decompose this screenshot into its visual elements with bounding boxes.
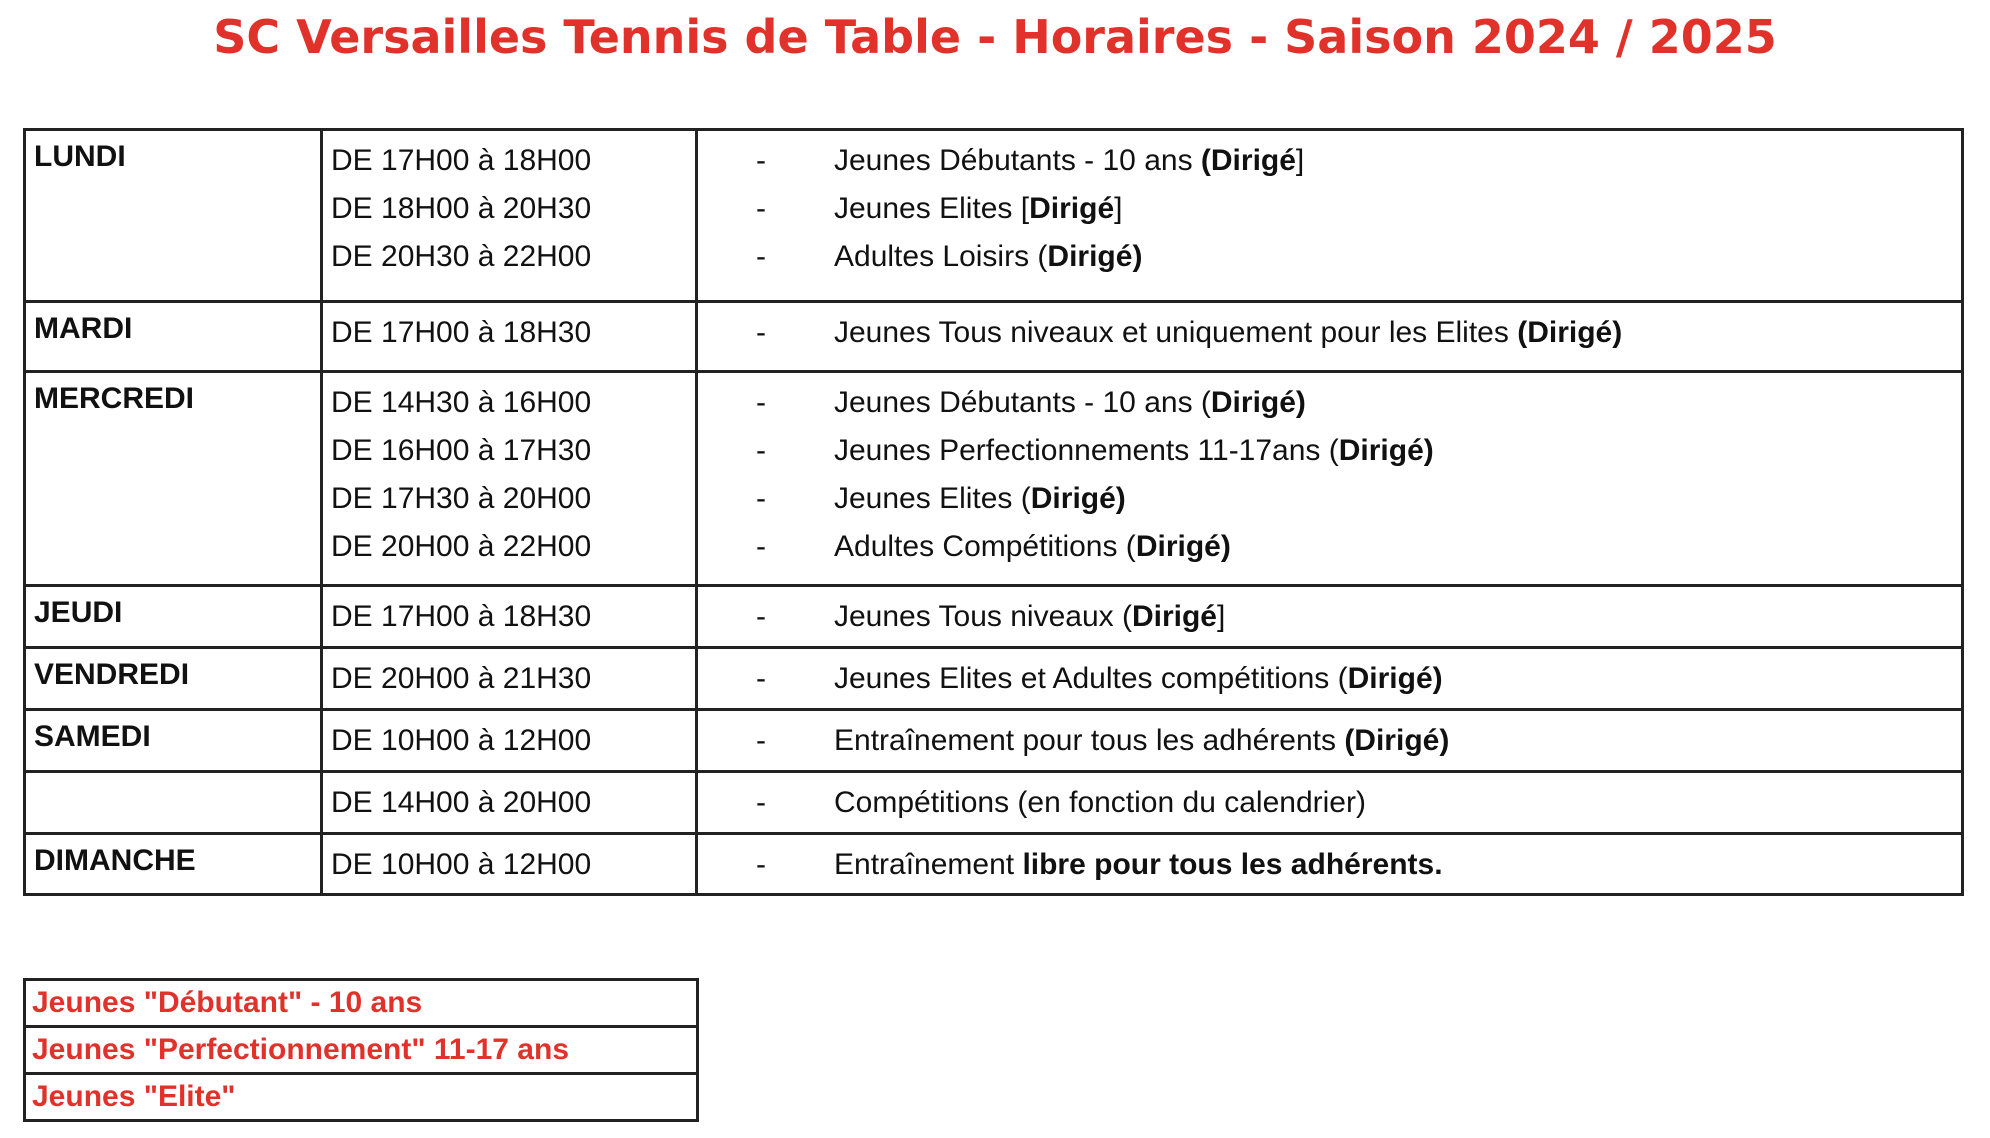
schedule-row	[25, 302, 1963, 372]
bullet-dash: -	[756, 144, 766, 177]
day-cell	[25, 772, 322, 834]
activity-bold: (Dirigé	[1200, 144, 1296, 177]
activity-bold: Dirigé)	[1347, 662, 1443, 695]
activity-text: Jeunes Elites (	[834, 482, 1031, 515]
activity-text: Jeunes Perfectionnements 11-17ans (	[834, 434, 1339, 467]
activity-cell	[697, 772, 1963, 834]
time-cell	[322, 586, 697, 648]
bullet-dash: -	[756, 240, 766, 273]
day-cell: SAMEDI	[25, 710, 322, 772]
activity-line	[706, 475, 1953, 523]
schedule-table	[23, 128, 1964, 896]
time-slot: DE 14H30 à 16H00	[331, 386, 592, 419]
activity-text: Jeunes Débutants - 10 ans	[834, 144, 1201, 177]
activity-line	[706, 593, 1953, 641]
time-cell	[322, 772, 697, 834]
schedule-row	[25, 372, 1963, 586]
activity-line	[706, 427, 1953, 475]
day-cell: JEUDI	[25, 586, 322, 648]
bullet-dash: -	[756, 434, 766, 467]
time-cell	[322, 130, 697, 302]
activity-line	[706, 309, 1953, 357]
bullet-dash: -	[756, 600, 766, 633]
bullet-dash: -	[756, 724, 766, 757]
legend-table	[23, 978, 699, 1122]
activity-bold: (Dirigé)	[1517, 316, 1623, 349]
activity-bold: Dirigé	[1029, 192, 1115, 225]
activity-line	[706, 379, 1953, 427]
activity-cell	[697, 302, 1963, 372]
activity-bold: Dirigé)	[1047, 240, 1143, 273]
day-cell: VENDREDI	[25, 648, 322, 710]
activity-line	[706, 523, 1953, 571]
activity-suffix: ]	[1217, 600, 1226, 633]
activity-cell	[697, 648, 1963, 710]
activity-cell	[697, 372, 1963, 586]
bullet-dash: -	[756, 786, 766, 819]
activity-text: Jeunes Elites et Adultes compétitions (	[834, 662, 1348, 695]
schedule-row	[25, 772, 1963, 834]
day-cell: MERCREDI	[25, 372, 322, 586]
time-slot: DE 10H00 à 12H00	[331, 848, 592, 881]
bullet-dash: -	[756, 530, 766, 563]
activity-bold: Dirigé	[1131, 600, 1217, 633]
bullet-dash: -	[756, 192, 766, 225]
bullet-dash: -	[756, 316, 766, 349]
time-slot: DE 20H00 à 21H30	[331, 662, 592, 695]
activity-text: Jeunes Tous niveaux (	[834, 600, 1132, 633]
activity-text: Adultes Loisirs (	[834, 240, 1048, 273]
activity-line	[706, 233, 1953, 281]
activity-cell	[697, 710, 1963, 772]
activity-text: Jeunes Tous niveaux et uniquement pour les Elites	[834, 316, 1518, 349]
activity-text: Entraînement pour tous les adhérents	[834, 724, 1345, 757]
activity-bold: Dirigé)	[1210, 386, 1306, 419]
time-cell	[322, 302, 697, 372]
activity-line	[706, 717, 1953, 765]
day-cell: MARDI	[25, 302, 322, 372]
activity-text: Jeunes Elites [	[834, 192, 1030, 225]
activity-cell	[697, 586, 1963, 648]
activity-cell	[697, 834, 1963, 895]
time-slot: DE 17H00 à 18H30	[331, 600, 592, 633]
time-slot: DE 17H00 à 18H30	[331, 316, 592, 349]
activity-suffix: ]	[1295, 144, 1305, 177]
time-slot: DE 18H00 à 20H30	[331, 192, 592, 225]
legend-item: Jeunes "Perfectionnement" 11-17 ans	[25, 1027, 698, 1074]
activity-line	[706, 779, 1953, 827]
activity-text: Adultes Compétitions (	[834, 530, 1136, 563]
bullet-dash: -	[756, 482, 766, 515]
activity-bold: Dirigé)	[1030, 482, 1126, 515]
legend-row	[25, 980, 698, 1027]
time-cell	[322, 710, 697, 772]
activity-line	[706, 841, 1953, 889]
time-cell	[322, 372, 697, 586]
schedule-row	[25, 648, 1963, 710]
time-slot: DE 20H30 à 22H00	[331, 240, 592, 273]
schedule-row	[25, 834, 1963, 895]
legend-row	[25, 1027, 698, 1074]
activity-bold: libre pour tous les adhérents.	[1022, 848, 1443, 881]
activity-cell	[697, 130, 1963, 302]
legend-item: Jeunes "Débutant" - 10 ans	[25, 980, 698, 1027]
legend-row	[25, 1074, 698, 1121]
time-slot: DE 10H00 à 12H00	[331, 724, 592, 757]
activity-suffix: ]	[1114, 192, 1123, 225]
activity-bold: Dirigé)	[1135, 530, 1231, 563]
time-slot: DE 17H00 à 18H00	[331, 144, 592, 177]
bullet-dash: -	[756, 386, 766, 419]
time-cell	[322, 834, 697, 895]
activity-line	[706, 137, 1953, 185]
day-cell: DIMANCHE	[25, 834, 322, 895]
time-slot: DE 14H00 à 20H00	[331, 786, 592, 819]
activity-text: Entraînement	[834, 848, 1023, 881]
page-title: SC Versailles Tennis de Table - Horaires - Saison 2024 / 2025	[213, 10, 1777, 64]
activity-text: Compétitions (en fonction du calendrier)	[834, 786, 1366, 819]
activity-line	[706, 655, 1953, 703]
time-slot: DE 20H00 à 22H00	[331, 530, 592, 563]
schedule-row	[25, 586, 1963, 648]
bullet-dash: -	[756, 848, 766, 881]
time-cell	[322, 648, 697, 710]
time-slot: DE 17H30 à 20H00	[331, 482, 592, 515]
activity-text: Jeunes Débutants - 10 ans (	[834, 386, 1211, 419]
legend-item: Jeunes "Elite"	[25, 1074, 698, 1121]
activity-bold: (Dirigé)	[1344, 724, 1450, 757]
bullet-dash: -	[756, 662, 766, 695]
activity-bold: Dirigé)	[1338, 434, 1434, 467]
activity-line	[706, 185, 1953, 233]
time-slot: DE 16H00 à 17H30	[331, 434, 592, 467]
day-cell: LUNDI	[25, 130, 322, 302]
schedule-row	[25, 130, 1963, 302]
schedule-row	[25, 710, 1963, 772]
